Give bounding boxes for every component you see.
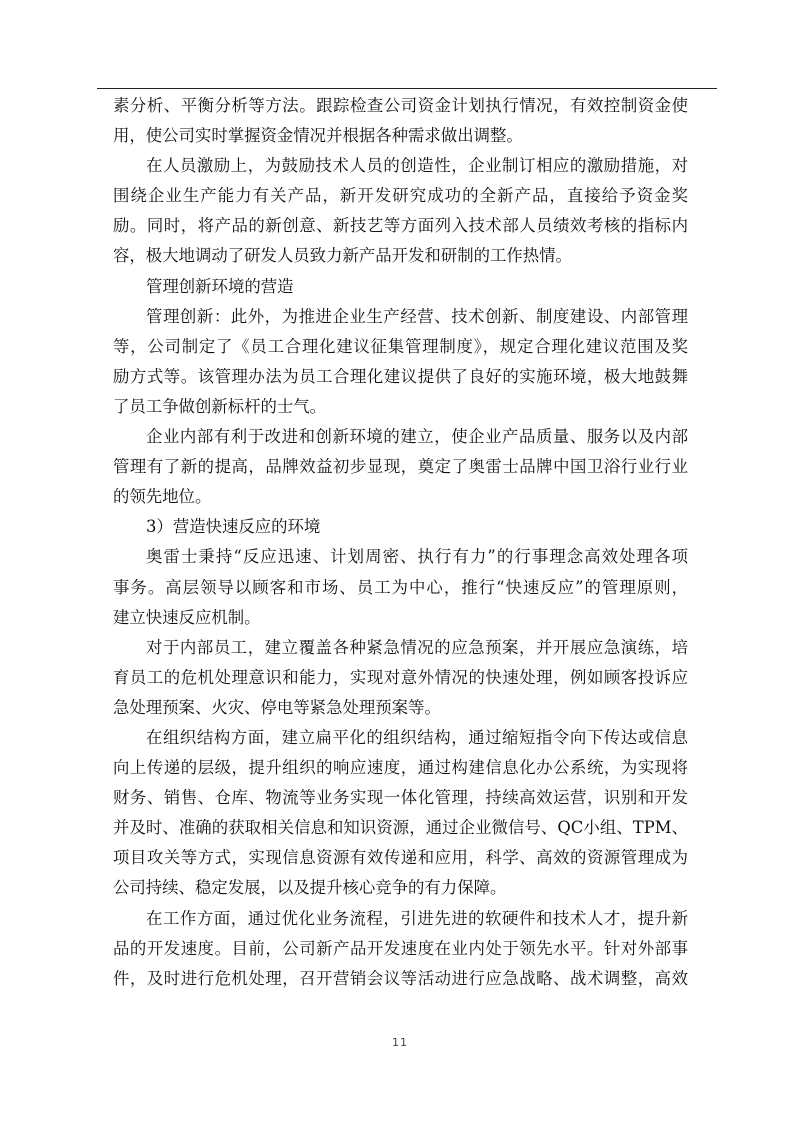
text-line: 奥雷士秉持“反应迅速、计划周密、执行有力”的行事理念高效处理各项 [146,547,688,567]
text-line: 在工作方面，通过优化业务流程，引进先进的软硬件和技术人才，提升新 [146,908,688,928]
text-line: 管理创新：此外，为推进企业生产经营、技术创新、制度建设、内部管理 [146,306,688,326]
text-line: 品的开发速度。目前，公司新产品开发速度在业内处于领先水平。针对外部事 [113,938,688,958]
text-line: 素分析、平衡分析等方法。跟踪检查公司资金计划执行情况，有效控制资金使 [113,96,688,115]
text-line: 事务。高层领导以顾客和市场、员工为中心，推行“快速反应”的管理原则， [113,577,688,597]
section-heading: 管理创新环境的营造 [146,276,294,296]
text-line: 励。同时，将产品的新创意、新技艺等方面列入技术部人员绩效考核的指标内 [113,216,688,236]
text-line: 公司持续、稳定发展，以及提升核心竞争的有力保障。 [113,878,507,898]
text-line: 对于内部员工，建立覆盖各种紧急情况的应急预案，并开展应急演练，培 [146,637,688,657]
page-body [113,91,688,994]
text-line: 了员工争做创新标杆的士气。 [113,396,327,416]
text-line: 件，及时进行危机处理，召开营销会议等活动进行应急战略、战术调整，高效 [113,968,688,988]
text-line: 建立快速反应机制。 [113,607,261,627]
section-heading: 3）营造快速反应的环境 [146,517,321,537]
text-line: 等，公司制定了《员工合理化建议征集管理制度》，规定合理化建议范围及奖 [113,336,688,356]
text-line: 围绕企业生产能力有关产品，新开发研究成功的全新产品，直接给予资金奖 [113,186,688,206]
text-line: 在组织结构方面，建立扁平化的组织结构，通过缩短指令向下传达或信息 [146,727,688,747]
text-line: 在人员激励上，为鼓励技术人员的创造性，企业制订相应的激励措施，对 [146,156,688,176]
text-line: 急处理预案、火灾、停电等紧急处理预案等。 [113,697,441,717]
text-line: 并及时、准确的获取相关信息和知识资源，通过企业微信号、QC小组、TPM、 [113,818,688,838]
text-line: 管理有了新的提高，品牌效益初步显现，奠定了奥雷士品牌中国卫浴行业行业 [113,457,688,477]
text-line: 用，使公司实时掌握资金情况并根据各种需求做出调整。 [113,126,523,146]
text-line: 育员工的危机处理意识和能力，实现对意外情况的快速处理，例如顾客投诉应 [113,667,688,687]
page-number: 11 [392,1036,408,1049]
text-line: 项目攻关等方式，实现信息资源有效传递和应用，科学、高效的资源管理成为 [113,848,688,868]
text-line: 财务、销售、仓库、物流等业务实现一体化管理，持续高效运营，识别和开发 [113,788,688,808]
header-rule [97,88,717,89]
text-line: 向上传递的层级，提升组织的响应速度，通过构建信息化办公系统，为实现将 [113,758,688,778]
text-line: 的领先地位。 [113,487,212,507]
text-line: 励方式等。该管理办法为员工合理化建议提供了良好的实施环境，极大地鼓舞 [113,366,688,386]
text-line: 企业内部有利于改进和创新环境的建立，使企业产品质量、服务以及内部 [146,427,688,447]
text-line: 容，极大地调动了研发人员致力新产品开发和研制的工作热情。 [113,246,572,266]
